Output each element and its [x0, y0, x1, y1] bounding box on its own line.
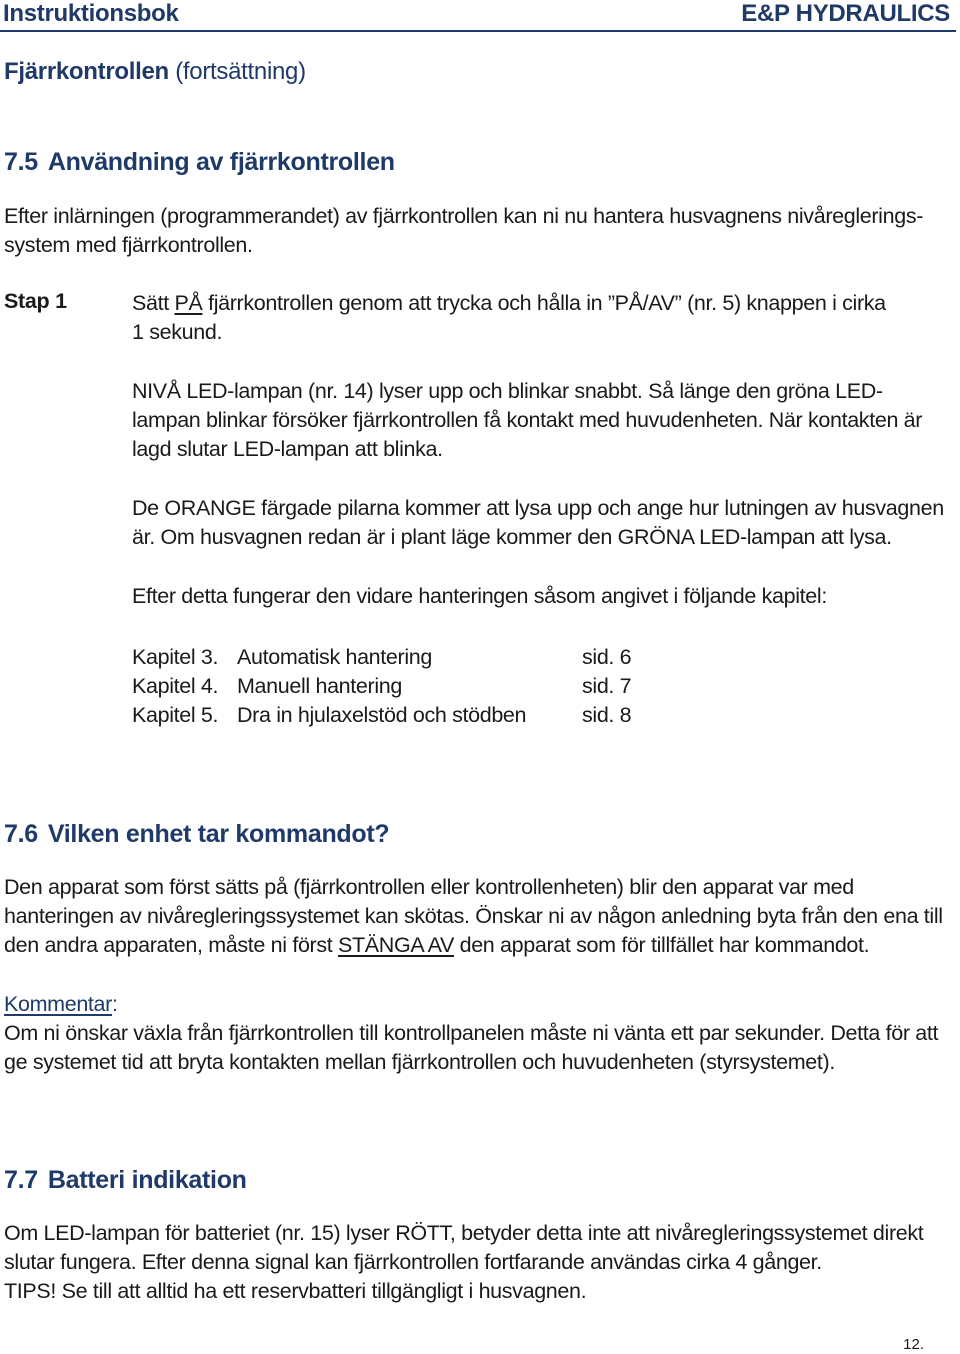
step-underlined-on: PÅ	[174, 291, 203, 315]
arrows-para-line-2: är. Om husvagnen redan är i plant läge kommer den GRÖNA LED-lampan att lysa.	[132, 525, 892, 549]
battery-line-2: slutar fungera. Efter denna signal kan fjärrkontrollen fortfarande användas cirka 4 gånger.	[4, 1250, 822, 1274]
step-line-2: 1 sekund.	[132, 320, 223, 344]
chapter-number: Kapitel 5.	[132, 703, 219, 727]
command-underlined-off: STÄNGA AV	[338, 933, 454, 957]
chapter-title: Manuell hantering	[237, 674, 402, 698]
subtitle-main: Fjärrkontrollen	[4, 58, 169, 85]
section-heading-7-6	[4, 820, 389, 849]
page-number: 12.	[903, 1336, 924, 1353]
chapter-number: Kapitel 3.	[132, 645, 219, 669]
section-title: Vilken enhet tar kommandot?	[47, 820, 390, 848]
section-title: Användning av fjärrkontrollen	[47, 148, 395, 176]
arrows-para-line-1: De ORANGE färgade pilarna kommer att lysa upp och ange hur lutningen av husvagnen	[132, 496, 944, 520]
led-para-line-1: NIVÅ LED-lampan (nr. 14) lyser upp och blinkar snabbt. Så länge den gröna LED-	[132, 379, 883, 403]
command-text: den apparat som för tillfället har kommandot.	[453, 933, 870, 957]
chapter-number: Kapitel 4.	[132, 674, 219, 698]
manual-title: Instruktionsbok	[3, 0, 179, 27]
section-heading-7-7	[4, 1166, 247, 1195]
company-name: E&P HYDRAULICS	[741, 0, 950, 27]
led-para-line-3: lagd slutar LED-lampan att blinka.	[132, 437, 443, 461]
command-para-line-3	[4, 931, 869, 961]
command-para-line-2: hanteringen av nivåregleringssystemet kan skötas. Önskar ni av någon anledning byta från den ena till	[4, 904, 943, 928]
comment-line-2: ge systemet tid att bryta kontakten mellan fjärrkontrollen och huvudenheten (styrsystemet).	[4, 1050, 835, 1074]
chapter-page: sid. 8	[582, 703, 632, 727]
battery-tip: TIPS! Se till att alltid ha ett reservbatteri tillgängligt i husvagnen.	[4, 1279, 587, 1303]
page-header	[0, 0, 956, 32]
comment-heading	[4, 990, 118, 1020]
section-title: Batteri indikation	[47, 1166, 247, 1194]
chapter-page: sid. 6	[582, 645, 632, 669]
section-number: 7.6	[4, 820, 38, 848]
chapter-title: Dra in hjulaxelstöd och stödben	[237, 703, 527, 727]
intro-line-1: Efter inlärningen (programmerandet) av fjärrkontrollen kan ni nu hantera husvagnens nivåreglerings-	[4, 204, 924, 228]
chapter-page: sid. 7	[582, 674, 632, 698]
section-number: 7.7	[4, 1166, 38, 1194]
command-para-line-1: Den apparat som först sätts på (fjärrkontrollen eller kontrollenheten) blir den apparat var med	[4, 875, 854, 899]
intro-line-2: system med fjärrkontrollen.	[4, 233, 253, 257]
section-number: 7.5	[4, 148, 38, 176]
step-text: Sätt	[132, 291, 175, 315]
battery-line-1: Om LED-lampan för batteriet (nr. 15) lyser RÖTT, betyder detta inte att nivåregleringssystemet direkt	[4, 1221, 924, 1245]
following-chapters-para: Efter detta fungerar den vidare hanteringen såsom angivet i följande kapitel:	[132, 584, 827, 608]
command-text: den andra apparaten, måste ni först	[4, 933, 339, 957]
subtitle-suffix: (fortsättning)	[168, 58, 306, 85]
step-text: fjärrkontrollen genom att trycka och hålla in ”PÅ/AV” (nr. 5) knappen i cirka	[202, 291, 886, 315]
comment-label: Kommentar	[4, 992, 112, 1016]
chapter-subtitle	[4, 58, 306, 86]
comment-colon: :	[111, 992, 118, 1016]
led-para-line-2: lampan blinkar försöker fjärrkontrollen få kontakt med huvudenheten. När kontakten är	[132, 408, 923, 432]
comment-line-1: Om ni önskar växla från fjärrkontrollen till kontrollpanelen måste ni vänta ett par sekunder. Detta för att	[4, 1021, 939, 1045]
chapter-title: Automatisk hantering	[237, 645, 432, 669]
step-label: Stap 1	[4, 289, 67, 313]
section-heading-7-5	[4, 148, 395, 177]
step-line-1	[132, 289, 886, 319]
